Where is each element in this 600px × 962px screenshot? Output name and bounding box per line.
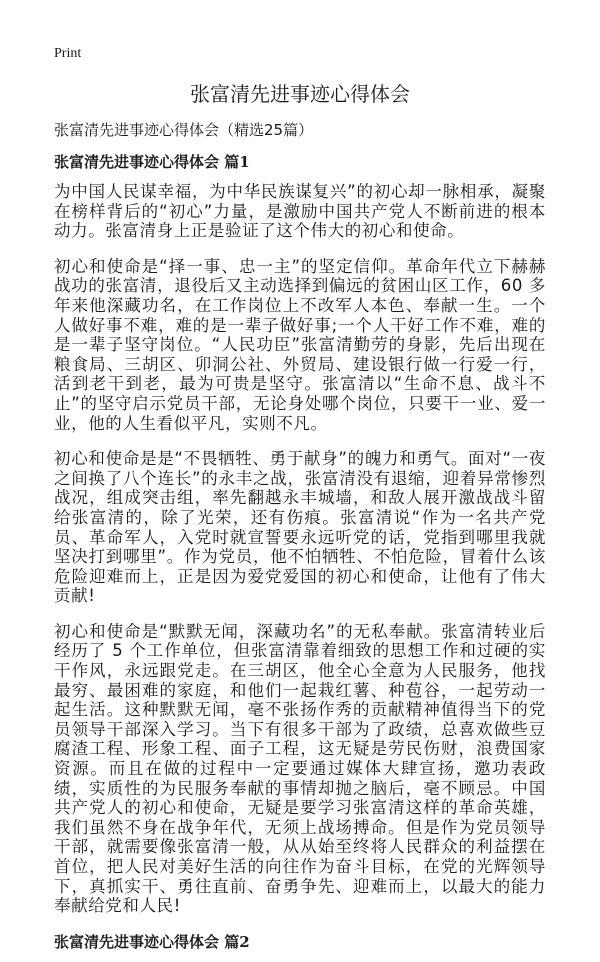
paragraph: 初心和使命是“择一事、忠一主”的坚定信仰。革命年代立下赫赫战功的张富清，退役后又主动选择到偏远的贫困山区工作，60 多年来他深藏功名，在工作岗位上不改军人本色、奉献一生。一个人做好事不难，难的是一辈子做好事;一个人干好工作不难，难的是一辈子坚守岗位。“人民功臣”张富清勤劳的身影，先后出现在粮食局、三胡区、卯洞公社、外贸局、建设银行做一行爱一行，活到老干到老，最为可贵是坚守。张富清以“生命不息、战斗不止”的坚守启示党员干部，无论身处哪个岗位，只要干一业、爱一业，他的人生看似平凡，实则不凡。 — [54, 256, 546, 433]
article-subtitle: 张富清先进事迹心得体会（精选25篇） — [54, 121, 314, 139]
section-heading-2: 张富清先进事迹心得体会 篇2 — [54, 932, 250, 951]
section-heading-1: 张富清先进事迹心得体会 篇1 — [54, 153, 250, 171]
paragraph: 初心和使命是是“不畏牺牲、勇于献身”的魄力和勇气。面对“一夜之间换了八个连长”的永丰之战，张富清没有退缩，迎着异常惨烈战况，组成突击组，率先翻越永丰城墙，和敌人展开激战战斗留给张富清的，除了光荣，还有伤痕。张富清说“作为一名共产党员、革命军人，入党时就宣誓要永远听党的话，党指到哪里我就坚决打到哪里”。作为党员，他不怕牺牲、不怕危险，冒着什么该危险迎难而上，正是因为爱党爱国的初心和使命，让他有了伟大贡献! — [54, 449, 546, 606]
paragraph: 为中国人民谋幸福，为中华民族谋复兴”的初心却一脉相承，凝聚在榜样背后的“初心”力量，是激励中国共产党人不断前进的根本动力。张富清身上正是验证了这个伟大的初心和使命。 — [54, 182, 546, 241]
article-body — [54, 120, 546, 962]
paragraph: 初心和使命是“默默无闻，深藏功名”的无私奉献。张富清转业后经历了 5 个工作单位，但张富清靠着细致的思想工作和过硬的实干作风，永远跟党走。在三胡区，他全心全意为人民服务，他找最穷、最困难的家庭，和他们一起栽红薯、种苞谷，一起劳动一起生活。这种默默无闻，毫不张扬作秀的贡献精神值得当下的党员领导干部深入学习。当下有很多干部为了政绩，总喜欢做些豆腐渣工程、形象工程、面子工程，这无疑是劳民伤财，浪费国家资源。而且在做的过程中一定要通过媒体大肆宣扬，邀功表政绩，实质性的为民服务奉献的事情却抛之脑后，毫不顾忌。中国共产党人的初心和使命，无疑是要学习张富清这样的革命英雄，我们虽然不身在战争年代，无须上战场搏命。但是作为党员领导干部，就需要像张富清一般，从从始至终将人民群众的利益摆在首位，把人民对美好生活的向往作为奋斗目标，在党的光辉领导下，真抓实干、勇往直前、奋勇争先、迎难而上，以最大的能力奉献给党和人民! — [54, 621, 546, 916]
page-title: 张富清先进事迹心得体会 — [190, 82, 410, 106]
print-link[interactable]: Print — [54, 46, 82, 61]
